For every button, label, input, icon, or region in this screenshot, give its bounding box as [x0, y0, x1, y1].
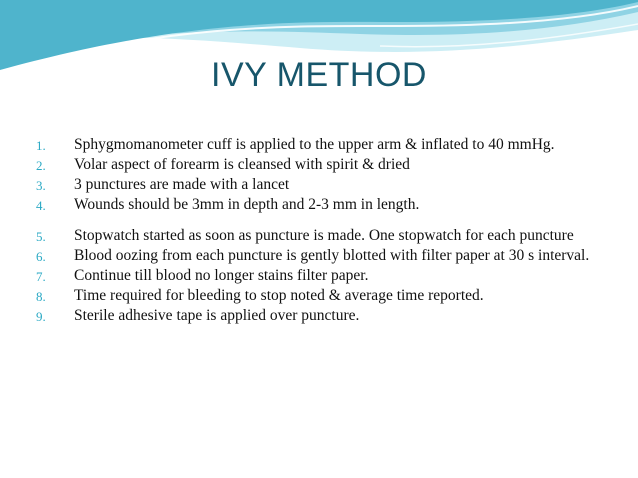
item-number: 8.: [36, 289, 46, 304]
list-item: [36, 156, 606, 173]
item-text: Time required for bleeding to stop noted & average time reported.: [74, 287, 484, 304]
list-item: [36, 307, 606, 324]
item-number: 9.: [36, 309, 46, 324]
item-text: 3 punctures are made with a lancet: [74, 176, 290, 193]
list-item: [36, 227, 606, 244]
item-number: 1.: [36, 138, 46, 153]
list-item: [36, 176, 606, 193]
list-item: [36, 196, 606, 213]
item-text: Volar aspect of forearm is cleansed with spirit & dried: [74, 156, 410, 173]
item-number: 4.: [36, 198, 46, 213]
item-text: Sterile adhesive tape is applied over puncture.: [74, 307, 360, 324]
item-text: Blood oozing from each puncture is gently blotted with filter paper at 30 s interval.: [74, 247, 590, 264]
item-number: 5.: [36, 229, 46, 244]
list-item: [36, 267, 606, 284]
item-number: 3.: [36, 178, 46, 193]
item-number: 2.: [36, 158, 46, 173]
item-text: Sphygmomanometer cuff is applied to the upper arm & inflated to 40 mmHg.: [74, 136, 555, 153]
list-item: [36, 136, 606, 153]
item-number: 6.: [36, 249, 46, 264]
slide-title: IVY METHOD: [211, 56, 427, 94]
item-number: 7.: [36, 269, 46, 284]
item-text: Continue till blood no longer stains filter paper.: [74, 267, 369, 284]
list-item: [36, 287, 606, 304]
list-item: [36, 247, 606, 264]
item-text: Stopwatch started as soon as puncture is made. One stopwatch for each puncture: [74, 227, 574, 244]
item-text: Wounds should be 3mm in depth and 2-3 mm in length.: [74, 196, 420, 213]
steps-list: [36, 136, 606, 324]
